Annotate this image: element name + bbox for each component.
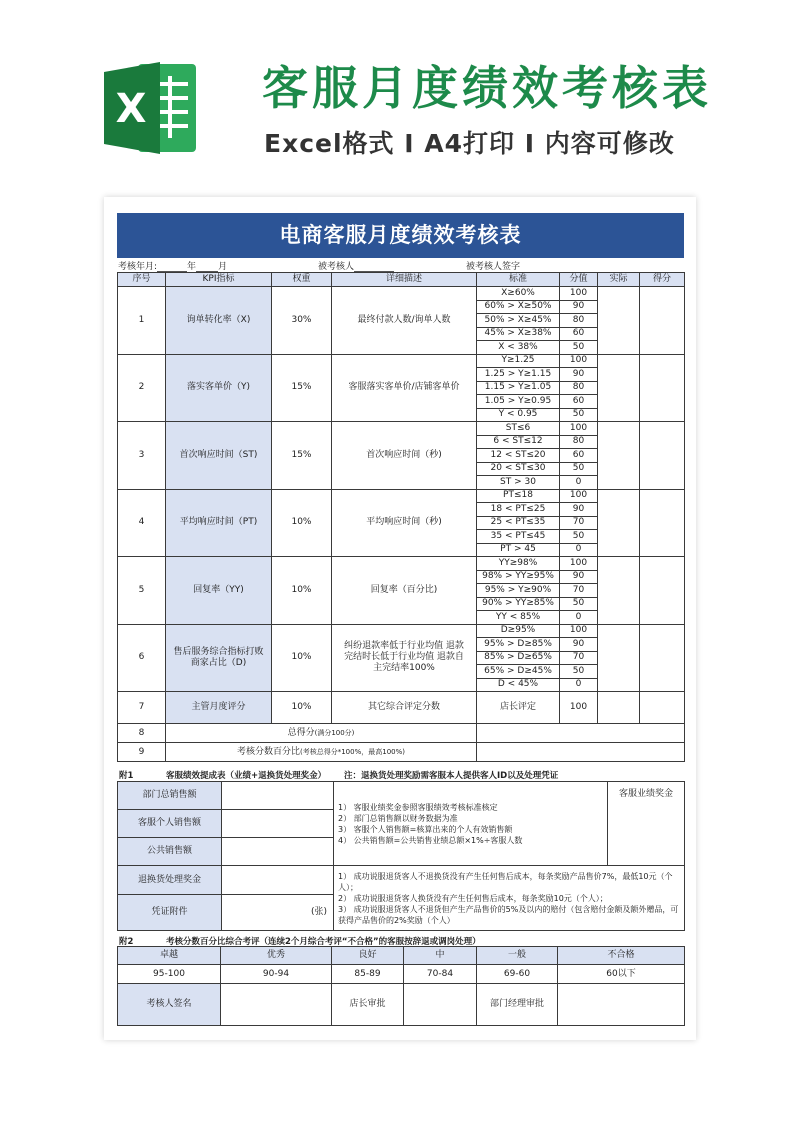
kpi-standard: 50% > X≥45%	[477, 314, 560, 328]
kpi-number: 1	[118, 287, 166, 355]
kpi-actual-field[interactable]	[598, 287, 640, 355]
column-header: KPI指标	[166, 273, 272, 287]
total-score-field[interactable]	[477, 724, 685, 743]
kpi-score-value: 50	[560, 665, 598, 679]
column-header: 得分	[640, 273, 685, 287]
svg-text:X: X	[115, 86, 147, 132]
grade-label: 良好	[332, 947, 404, 965]
kpi-weight: 10%	[272, 692, 332, 724]
kpi-standard: X≥60%	[477, 287, 560, 301]
rules-a: 1） 客服业绩奖金参照客服绩效考核标准核定 2） 部门总销售额以财务数据为准 3） 客服个人销售额=核算出来的个人有效销售额 4） 公共销售额=公共销售业绩总额×1%÷客服人数	[334, 782, 608, 866]
kpi-score-value: 100	[560, 422, 598, 436]
kpi-standard-row	[118, 354, 685, 368]
kpi-number: 3	[118, 422, 166, 490]
kpi-score-value: 60	[560, 449, 598, 463]
dept-manager-label: 部门经理审批	[477, 984, 558, 1026]
grade-table	[117, 946, 685, 1026]
column-header: 序号	[118, 273, 166, 287]
kpi-standard: 25 < PT≤35	[477, 516, 560, 530]
kpi-score-value: 100	[560, 624, 598, 638]
kpi-name: 询单转化率（X)	[166, 287, 272, 355]
appendix1-no: 附1	[119, 771, 134, 781]
store-manager-label: 店长审批	[332, 984, 404, 1026]
kpi-standard: 98% > YY≥95%	[477, 570, 560, 584]
kpi-standard: 60% > X≥50%	[477, 300, 560, 314]
kpi-standard: D≥95%	[477, 624, 560, 638]
kpi-score-value: 50	[560, 597, 598, 611]
kpi-score-value: 0	[560, 678, 598, 692]
value-return-bonus[interactable]	[222, 866, 334, 895]
column-header: 实际	[598, 273, 640, 287]
kpi-score-value: 100	[560, 287, 598, 301]
kpi-standard: 18 < PT≤25	[477, 503, 560, 517]
kpi-number: 7	[118, 692, 166, 724]
score-percentage-label	[166, 743, 477, 762]
label-public-sales: 公共销售额	[118, 838, 222, 866]
score-percentage-note: (考核总得分*100%，最高100%)	[300, 747, 405, 756]
kpi-description: 纠纷退款率低于行业均值 退款完结时长低于行业均值 退款自主完结率100%	[332, 624, 477, 692]
grade-label: 中	[404, 947, 477, 965]
kpi-result-field[interactable]	[640, 692, 685, 724]
kpi-actual-field[interactable]	[598, 354, 640, 422]
assessor-sign-field[interactable]	[221, 984, 332, 1026]
kpi-result-field[interactable]	[640, 624, 685, 692]
excel-icon	[100, 58, 200, 158]
kpi-score-value: 50	[560, 408, 598, 422]
kpi-score-value: 0	[560, 476, 598, 490]
kpi-standard: 35 < PT≤45	[477, 530, 560, 544]
dept-manager-field[interactable]	[558, 984, 685, 1026]
kpi-actual-field[interactable]	[598, 422, 640, 490]
kpi-description: 首次响应时间（秒)	[332, 422, 477, 490]
kpi-name: 主管月度评分	[166, 692, 272, 724]
banner-subtitle: Excel格式 Ι A4打印 Ι 内容可修改	[264, 129, 675, 158]
kpi-standard: Y < 0.95	[477, 408, 560, 422]
grade-range: 69-60	[477, 965, 558, 984]
label-voucher: 凭证附件	[118, 895, 222, 931]
column-header: 详细描述	[332, 273, 477, 287]
value-service-bonus[interactable]	[608, 810, 685, 838]
kpi-score-value: 90	[560, 368, 598, 382]
kpi-standard: ST≤6	[477, 422, 560, 436]
kpi-weight: 10%	[272, 489, 332, 557]
kpi-standard: YY≥98%	[477, 557, 560, 571]
kpi-number: 6	[118, 624, 166, 692]
grade-range: 60以下	[558, 965, 685, 984]
sheet-title: 电商客服月度绩效考核表	[117, 213, 684, 258]
value-voucher[interactable]: (张)	[222, 895, 334, 931]
label-dept-sales: 部门总销售额	[118, 782, 222, 810]
kpi-score-value: 100	[560, 354, 598, 368]
kpi-standard: 12 < ST≤20	[477, 449, 560, 463]
label-return-bonus: 退换货处理奖金	[118, 866, 222, 895]
kpi-score-value: 70	[560, 651, 598, 665]
kpi-score-value: 70	[560, 584, 598, 598]
meta-year-month: 考核年月: 年 月	[118, 262, 228, 272]
kpi-number: 2	[118, 354, 166, 422]
kpi-number: 5	[118, 557, 166, 625]
kpi-score-value: 0	[560, 611, 598, 625]
kpi-score-value: 50	[560, 530, 598, 544]
score-percentage-text: 考核分数百分比	[236, 746, 300, 757]
grade-range-row	[118, 965, 685, 984]
total-score-label	[166, 724, 477, 743]
grade-label: 优秀	[221, 947, 332, 965]
kpi-score-value: 60	[560, 327, 598, 341]
kpi-description: 回复率（百分比)	[332, 557, 477, 625]
kpi-row-supervisor	[118, 692, 685, 724]
kpi-name: 平均响应时间（PT)	[166, 489, 272, 557]
grade-label: 卓越	[118, 947, 221, 965]
total-score-row	[118, 724, 685, 743]
label-service-bonus: 客服业绩奖金	[608, 782, 685, 810]
kpi-score-value: 70	[560, 516, 598, 530]
kpi-description: 最终付款人数/询单人数	[332, 287, 477, 355]
kpi-result-field[interactable]	[640, 422, 685, 490]
kpi-description: 客服落实客单价/店铺客单价	[332, 354, 477, 422]
kpi-score-value: 80	[560, 314, 598, 328]
meta-assessed: 被考核人	[318, 259, 394, 272]
kpi-name: 落实客单价（Y)	[166, 354, 272, 422]
grade-label: 一般	[477, 947, 558, 965]
meta-sign: 被考核人签字	[466, 262, 521, 272]
kpi-standard: D < 45%	[477, 678, 560, 692]
appendix1-note: 注：退换货处理奖励需客服本人提供客人ID以及处理凭证	[344, 771, 559, 781]
kpi-score-value: 90	[560, 638, 598, 652]
kpi-result-field[interactable]	[640, 287, 685, 355]
kpi-actual-field[interactable]	[598, 489, 640, 557]
kpi-actual-field[interactable]	[598, 557, 640, 625]
kpi-result-field[interactable]	[640, 354, 685, 422]
kpi-number: 9	[118, 743, 166, 762]
appendix2-title: 考核分数百分比综合考评（连续2个月综合考评“不合格”的客服按辞退或调岗处理）	[166, 937, 481, 947]
kpi-header-row	[118, 273, 685, 287]
label-personal-sales: 客服个人销售额	[118, 810, 222, 838]
assessor-sign-label: 考核人签名	[118, 984, 221, 1026]
kpi-standard: ST > 30	[477, 476, 560, 490]
rules-b: 1） 成功说服退货客人不退换货没有产生任何售后成本，每条奖励产品售价7%，最低10元（个人）； 2） 成功说服退货客人换货没有产生任何售后成本，每条奖励10元（个人）； 3） 成功说服退货客人不退货但产生产品售价的5%及以内的赔付（包含赔付金额及额外赠品，可获得产品售价的2%奖励（个人）	[334, 866, 685, 931]
kpi-standard: 6 < ST≤12	[477, 435, 560, 449]
kpi-actual-field[interactable]	[598, 624, 640, 692]
kpi-standard: 1.25 > Y≥1.15	[477, 368, 560, 382]
appendix1-title: 客服绩效提成表（业绩+退换货处理奖金）	[166, 771, 327, 781]
column-header: 权重	[272, 273, 332, 287]
kpi-standard-row	[118, 557, 685, 571]
kpi-score-value: 90	[560, 503, 598, 517]
kpi-standard: X < 38%	[477, 341, 560, 355]
value-dept-sales[interactable]	[222, 782, 334, 810]
score-percentage-row	[118, 743, 685, 762]
kpi-standard: 65% > D≥45%	[477, 665, 560, 679]
total-score-note: (满分100分)	[314, 728, 355, 737]
kpi-score-value: 100	[560, 557, 598, 571]
kpi-name: 首次响应时间（ST)	[166, 422, 272, 490]
grade-range: 70-84	[404, 965, 477, 984]
kpi-standard: YY < 85%	[477, 611, 560, 625]
kpi-standard: 95% > D≥85%	[477, 638, 560, 652]
kpi-standard: 1.05 > Y≥0.95	[477, 395, 560, 409]
signature-row	[118, 984, 685, 1026]
kpi-standard: PT≤18	[477, 489, 560, 503]
kpi-result-field[interactable]	[640, 557, 685, 625]
kpi-standard: 20 < ST≤30	[477, 462, 560, 476]
kpi-weight: 15%	[272, 354, 332, 422]
kpi-score-value: 100	[560, 489, 598, 503]
kpi-score-value: 60	[560, 395, 598, 409]
kpi-standard-row	[118, 489, 685, 503]
kpi-score-value: 100	[560, 692, 598, 724]
kpi-weight: 30%	[272, 287, 332, 355]
kpi-score-value: 90	[560, 300, 598, 314]
kpi-standard: 85% > D≥65%	[477, 651, 560, 665]
kpi-description: 其它综合评定分数	[332, 692, 477, 724]
value-public-sales[interactable]	[222, 838, 334, 866]
kpi-standard: 45% > X≥38%	[477, 327, 560, 341]
kpi-standard: 店长评定	[477, 692, 560, 724]
score-percentage-field[interactable]	[477, 743, 685, 762]
kpi-standard: PT > 45	[477, 543, 560, 557]
kpi-result-field[interactable]	[640, 489, 685, 557]
grade-range: 90-94	[221, 965, 332, 984]
kpi-score-value: 50	[560, 462, 598, 476]
grade-range: 95-100	[118, 965, 221, 984]
column-header: 分值	[560, 273, 598, 287]
grade-header-row	[118, 947, 685, 965]
kpi-score-value: 90	[560, 570, 598, 584]
grade-label: 不合格	[558, 947, 685, 965]
kpi-standard: 90% > YY≥85%	[477, 597, 560, 611]
total-score-text: 总得分	[287, 727, 315, 738]
kpi-weight: 10%	[272, 624, 332, 692]
kpi-score-value: 0	[560, 543, 598, 557]
grade-range: 85-89	[332, 965, 404, 984]
kpi-score-value: 50	[560, 341, 598, 355]
kpi-number: 4	[118, 489, 166, 557]
value-personal-sales[interactable]	[222, 810, 334, 838]
kpi-score-value: 80	[560, 435, 598, 449]
column-header: 标准	[477, 273, 560, 287]
kpi-standard: 95% > Y≥90%	[477, 584, 560, 598]
kpi-number: 8	[118, 724, 166, 743]
banner-title: 客服月度绩效考核表	[262, 61, 712, 115]
kpi-weight: 10%	[272, 557, 332, 625]
kpi-weight: 15%	[272, 422, 332, 490]
store-manager-field[interactable]	[404, 984, 477, 1026]
kpi-standard: Y≥1.25	[477, 354, 560, 368]
banner	[0, 0, 800, 190]
appendix2-no: 附2	[119, 937, 134, 947]
kpi-name: 回复率（YY)	[166, 557, 272, 625]
kpi-description: 平均响应时间（秒)	[332, 489, 477, 557]
kpi-table	[117, 272, 685, 762]
kpi-score-value: 80	[560, 381, 598, 395]
kpi-standard-row	[118, 624, 685, 638]
commission-table	[117, 781, 685, 931]
kpi-standard-row	[118, 287, 685, 301]
kpi-actual-field[interactable]	[598, 692, 640, 724]
kpi-standard: 1.15 > Y≥1.05	[477, 381, 560, 395]
kpi-standard-row	[118, 422, 685, 436]
kpi-name: 售后服务综合指标打败商家占比（D)	[166, 624, 272, 692]
